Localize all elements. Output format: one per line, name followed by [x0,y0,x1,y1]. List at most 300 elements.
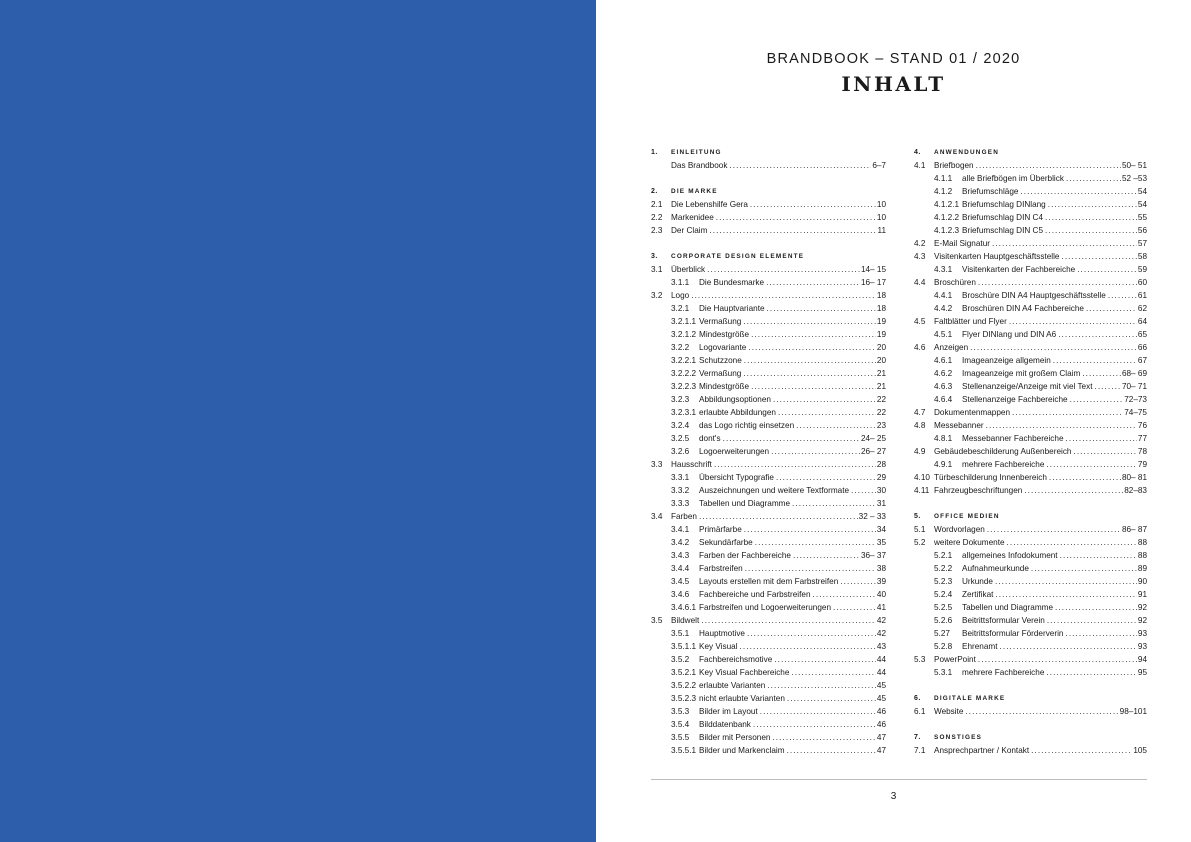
toc-entry-page: 18 [876,304,886,313]
toc-entry[interactable] [914,653,1147,666]
toc-entry[interactable] [914,419,1147,432]
toc-entry-title: Bilddatenbank [699,720,751,729]
toc-entry-title: Messebanner Fachbereiche [962,434,1064,443]
toc-dot-leader [716,211,876,224]
toc-entry[interactable] [914,276,1147,289]
toc-entry-title: Mindestgröße [699,330,750,339]
toc-entry-page: 19 [876,330,886,339]
toc-dot-leader [978,276,1137,289]
toc-entry-title: Der Claim [671,226,708,235]
toc-entry-title: Bildwelt [671,616,700,625]
toc-dot-leader [1009,315,1137,328]
toc-entry-page: 16– 17 [860,278,886,287]
toc-entry-number: 3.1.1 [671,278,690,287]
toc-dot-leader [743,367,876,380]
toc-entry-title: mehrere Fachbereiche [962,668,1045,677]
toc-dot-leader [1070,393,1124,406]
toc-entry-number: 4.1.2.3 [934,226,960,235]
toc-entry-title: Fachbereiche und Farbstreifen [699,590,811,599]
toc-section-title: DIGITALE MARKE [934,695,1006,702]
toc-entry[interactable] [914,393,1147,406]
toc-entry[interactable] [651,198,886,211]
page-number: 3 [890,791,897,802]
toc-entry-number: 5.2 [914,538,926,547]
toc-entry-title: mehrere Fachbereiche [962,460,1045,469]
toc-dot-leader [1046,458,1137,471]
toc-dot-leader [766,276,860,289]
toc-entry-title: Das Brandbook [671,161,728,170]
toc-entry-title: Briefumschlag DIN C5 [962,226,1043,235]
toc-entry[interactable] [914,549,1147,562]
toc-entry-page: 24– 25 [860,434,886,443]
toc-entry[interactable] [651,445,886,458]
toc-dot-leader [1049,471,1121,484]
toc-entry[interactable] [651,679,886,692]
toc-entry-number: 3.4.5 [671,577,690,586]
toc-dot-leader [744,523,876,536]
toc-entry-page: 42 [876,629,886,638]
toc-column-right [914,146,1147,757]
toc-entry-page: 40 [876,590,886,599]
toc-entry-page: 65 [1137,330,1147,339]
toc-entry-page: 86– 87 [1121,525,1147,534]
toc-entry-page: 45 [876,694,886,703]
toc-entry[interactable] [914,354,1147,367]
toc-dot-leader [699,510,858,523]
toc-entry-number: 3.5.1 [671,629,690,638]
toc-entry[interactable] [651,692,886,705]
toc-dot-leader [796,419,876,432]
toc-entry[interactable] [651,211,886,224]
toc-dot-leader [691,289,876,302]
toc-dot-leader [1082,367,1121,380]
toc-entry-number: 3.2.2 [671,343,690,352]
toc-entry-title: Flyer DINlang und DIN A6 [962,330,1057,339]
toc-entry[interactable] [914,159,1147,172]
toc-entry-title: Bilder mit Personen [699,733,771,742]
toc-entry-page: 47 [876,733,886,742]
toc-entry[interactable] [914,458,1147,471]
toc-entry-number: 5.27 [934,629,950,638]
toc-entry[interactable] [914,523,1147,536]
toc-dot-leader [1012,406,1123,419]
toc-dot-leader [978,653,1137,666]
toc-entry-number: 3.5.2.3 [671,694,697,703]
toc-entry-number: 5.3.1 [934,668,953,677]
toc-entry-number: 4.9.1 [934,460,953,469]
toc-dot-leader [767,679,876,692]
toc-entry[interactable] [651,393,886,406]
toc-dot-leader [987,523,1121,536]
toc-section-number: 3. [651,253,658,260]
toc-entry-title: Gebäudebeschilderung Außenbereich [934,447,1072,456]
toc-entry-number: 3.5.2.1 [671,668,697,677]
toc-entry[interactable] [914,237,1147,250]
toc-entry-page: 38 [876,564,886,573]
toc-entry-title: Hauptmotive [699,629,745,638]
toc-entry-title: Messebanner [934,421,984,430]
toc-entry-number: 4.6.2 [934,369,953,378]
toc-section-title: CORPORATE DESIGN ELEMENTE [671,253,805,260]
toc-entry-number: 3.2 [651,291,663,300]
toc-entry[interactable] [914,380,1147,393]
toc-entry[interactable] [914,627,1147,640]
toc-dot-leader [753,718,876,731]
toc-entry[interactable] [914,432,1147,445]
toc-entry-title: Farben der Fachbereiche [699,551,791,560]
toc-entry-title: Briefumschlag DINlang [962,200,1046,209]
toc-dot-leader [772,731,875,744]
toc-entry-page: 64 [1137,317,1147,326]
toc-entry-page: 61 [1137,291,1147,300]
toc-gap [914,497,1147,510]
toc-entry-number: 4.4 [914,278,926,287]
toc-entry-number: 5.2.2 [934,564,953,573]
toc-entry-page: 46 [876,720,886,729]
toc-entry[interactable] [914,705,1147,718]
toc-entry[interactable] [651,315,886,328]
toc-entry-number: 7.1 [914,746,926,755]
toc-entry-page: 42 [876,616,886,625]
toc-dot-leader [1065,627,1136,640]
toc-entry[interactable] [914,601,1147,614]
toc-entry-title: Faltblätter und Flyer [934,317,1007,326]
toc-entry-title: Stellenanzeige Fachbereiche [962,395,1068,404]
toc-entry[interactable] [651,601,886,614]
toc-entry-number: 3.1 [651,265,663,274]
toc-entry[interactable] [651,718,886,731]
toc-entry-title: Die Hauptvariante [699,304,765,313]
toc-entry-title: Briefbogen [934,161,974,170]
toc-entry-page: 78 [1137,447,1147,456]
toc-entry[interactable] [651,276,886,289]
toc-entry-title: alle Briefbögen im Überblick [962,174,1064,183]
toc-entry-number: 4.7 [914,408,926,417]
toc-entry-page: 39 [876,577,886,586]
toc-entry[interactable] [651,419,886,432]
toc-entry[interactable] [651,224,886,237]
toc-entry-title: Bilder und Markenclaim [699,746,785,755]
toc-entry[interactable] [651,614,886,627]
toc-entry-number: 4.8.1 [934,434,953,443]
toc-entry[interactable] [651,588,886,601]
toc-dot-leader [792,497,876,510]
toc-dot-leader [709,224,876,237]
toc-entry[interactable] [651,406,886,419]
toc-entry[interactable] [914,614,1147,627]
toc-dot-leader [1060,549,1137,562]
toc-entry-title: Website [934,707,964,716]
toc-entry-number: 2.1 [651,200,663,209]
toc-entry-number: 3.4.3 [671,551,690,560]
toc-entry-title: das Logo richtig einsetzen [699,421,795,430]
toc-entry[interactable] [651,367,886,380]
toc-dot-leader [771,445,860,458]
toc-dot-leader [701,614,876,627]
toc-entry[interactable] [914,302,1147,315]
toc-entry-title: Imageanzeige allgemein [962,356,1051,365]
toc-dot-leader [992,237,1137,250]
toc-gap [651,172,886,185]
toc-dot-leader [707,263,860,276]
toc-entry-title: Vermaßung [699,317,742,326]
toc-entry[interactable] [914,224,1147,237]
toc-entry-page: 29 [876,473,886,482]
toc-entry-number: 3.2.3 [671,395,690,404]
toc-entry-number: 3.5.2 [671,655,690,664]
toc-entry-number: 3.5.5 [671,733,690,742]
toc-entry-number: 5.2.8 [934,642,953,651]
toc-entry-number: 3.3.2 [671,486,690,495]
toc-entry-number: 2.3 [651,226,663,235]
toc-entry[interactable] [914,341,1147,354]
toc-entry-number: 5.2.4 [934,590,953,599]
toc-entry-page: 91 [1137,590,1147,599]
toc-entry-title: erlaubte Abbildungen [699,408,776,417]
toc-entry[interactable] [651,497,886,510]
toc-dot-leader [970,341,1137,354]
toc-section-number: 5. [914,513,921,520]
toc-entry-title: Zertifikat [962,590,994,599]
page-title: INHALT [841,72,946,96]
toc-dot-leader [1031,744,1132,757]
toc-dot-leader [729,159,871,172]
toc-entry-page: 47 [876,746,886,755]
toc-entry-title: Broschüren [934,278,976,287]
toc-dot-leader [767,302,876,315]
toc-entry-number: 3.2.3.1 [671,408,697,417]
toc-entry[interactable] [651,731,886,744]
toc-entry[interactable] [651,484,886,497]
toc-entry[interactable] [914,263,1147,276]
toc-page [596,0,1191,842]
toc-entry[interactable] [651,458,886,471]
toc-entry-page: 31 [876,499,886,508]
toc-entry-number: 3.2.1.1 [671,317,697,326]
toc-entry-number: 5.3 [914,655,926,664]
toc-entry[interactable] [914,445,1147,458]
toc-entry-page: 105 [1133,746,1147,755]
toc-entry-number: 3.4.1 [671,525,690,534]
toc-dot-leader [747,627,876,640]
toc-dot-leader [751,328,876,341]
toc-section-heading [651,146,886,159]
toc-dot-leader [1024,484,1123,497]
toc-entry[interactable] [914,250,1147,263]
toc-entry[interactable] [914,185,1147,198]
toc-entry[interactable] [914,471,1147,484]
toc-entry-title: Tabellen und Diagramme [962,603,1054,612]
toc-entry-title: Beitrittsformular Förderverin [962,629,1064,638]
brandbook-subtitle: BRANDBOOK – STAND 01 / 2020 [766,51,1021,67]
toc-dot-leader [1048,198,1137,211]
toc-entry[interactable] [914,172,1147,185]
toc-dot-leader [1020,185,1136,198]
toc-gap [914,718,1147,731]
toc-entry-title: Ansprechpartner / Kontakt [934,746,1030,755]
toc-dot-leader [793,549,860,562]
toc-entry[interactable] [914,315,1147,328]
toc-entry[interactable] [651,341,886,354]
toc-entry[interactable] [914,198,1147,211]
toc-entry[interactable] [651,510,886,523]
toc-dot-leader [840,575,876,588]
toc-entry-page: 20 [876,356,886,365]
toc-entry-page: 18 [876,291,886,300]
toc-dot-leader [1086,302,1137,315]
toc-entry-page: 44 [876,668,886,677]
toc-entry[interactable] [914,211,1147,224]
toc-entry[interactable] [914,406,1147,419]
toc-entry-page: 79 [1137,460,1147,469]
toc-entry-title: nicht erlaubte Varianten [699,694,785,703]
toc-entry[interactable] [651,627,886,640]
toc-entry-number: 4.2 [914,239,926,248]
toc-entry[interactable] [651,302,886,315]
toc-entry[interactable] [914,575,1147,588]
toc-entry[interactable] [651,705,886,718]
toc-entry-number: 3.5.4 [671,720,690,729]
toc-entry-page: 62 [1137,304,1147,313]
toc-section-title: DIE MARKE [671,188,718,195]
toc-entry[interactable] [651,666,886,679]
toc-entry-page: 98–101 [1119,707,1147,716]
toc-entry[interactable] [914,562,1147,575]
toc-entry[interactable] [651,289,886,302]
toc-entry[interactable] [914,367,1147,380]
toc-entry-number: 4.6.3 [934,382,953,391]
toc-entry[interactable] [914,640,1147,653]
toc-entry[interactable] [914,536,1147,549]
toc-entry[interactable] [651,744,886,757]
toc-section-title: OFFICE MEDIEN [934,513,1000,520]
toc-entry-title: weitere Dokumente [934,538,1005,547]
toc-entry-page: 55 [1137,213,1147,222]
toc-entry-page: 67 [1137,356,1147,365]
toc-entry[interactable] [651,159,886,172]
toc-section-heading [914,692,1147,705]
toc-entry-number: 4.4.2 [934,304,953,313]
toc-entry-page: 46 [876,707,886,716]
toc-section-heading [914,146,1147,159]
toc-entry-number: 3.5.3 [671,707,690,716]
toc-entry-number: 4.1 [914,161,926,170]
toc-entry[interactable] [914,289,1147,302]
toc-entry[interactable] [914,744,1147,757]
toc-entry[interactable] [651,380,886,393]
toc-entry[interactable] [914,666,1147,679]
toc-entry[interactable] [651,562,886,575]
toc-dot-leader [778,406,876,419]
toc-entry[interactable] [914,484,1147,497]
toc-entry-title: Die Lebenshilfe Gera [671,200,748,209]
toc-dot-leader [965,705,1118,718]
toc-entry-page: 10 [876,213,886,222]
toc-entry[interactable] [651,536,886,549]
toc-entry-title: Beitrittsformular Verein [962,616,1045,625]
toc-entry-page: 21 [876,369,886,378]
toc-entry-number: 3.4.2 [671,538,690,547]
toc-entry[interactable] [651,263,886,276]
toc-entry-number: 3.4.6.1 [671,603,697,612]
toc-entry-number: 4.6.4 [934,395,953,404]
toc-section-number: 4. [914,149,921,156]
toc-dot-leader [851,484,876,497]
toc-entry-title: Layouts erstellen mit dem Farbstreifen [699,577,839,586]
toc-entry-number: 6.1 [914,707,926,716]
toc-entry-title: Logoerweiterungen [699,447,770,456]
toc-entry[interactable] [914,588,1147,601]
toc-entry[interactable] [651,640,886,653]
toc-entry-number: 4.10 [914,473,930,482]
toc-entry-number: 5.2.1 [934,551,953,560]
toc-entry-number: 3.3.3 [671,499,690,508]
toc-entry-page: 44 [876,655,886,664]
toc-entry-page: 94 [1137,655,1147,664]
toc-entry-number: 5.2.6 [934,616,953,625]
toc-entry-title: E-Mail Signatur [934,239,990,248]
toc-entry[interactable] [651,354,886,367]
toc-entry-title: Übersicht Typografie [699,473,774,482]
toc-entry[interactable] [651,549,886,562]
toc-dot-leader [1066,172,1121,185]
toc-section-number: 2. [651,188,658,195]
toc-gap [914,679,1147,692]
toc-dot-leader [745,562,876,575]
toc-entry-page: 77 [1137,434,1147,443]
toc-dot-leader [1007,536,1137,549]
toc-dot-leader [748,341,876,354]
toc-entry-title: Briefumschlag DIN C4 [962,213,1043,222]
toc-entry-number: 3.2.2.2 [671,369,697,378]
toc-entry-number: 4.1.2 [934,187,953,196]
toc-entry-title: Bilder im Layout [699,707,758,716]
toc-entry[interactable] [651,575,886,588]
toc-entry-number: 3.4 [651,512,663,521]
toc-entry[interactable] [651,328,886,341]
toc-dot-leader [1077,263,1137,276]
toc-entry-page: 92 [1137,616,1147,625]
toc-entry-title: Farben [671,512,697,521]
toc-entry-title: Auszeichnungen und weitere Textformate [699,486,850,495]
toc-entry-number: 4.9 [914,447,926,456]
toc-entry-page: 21 [876,382,886,391]
toc-dot-leader [1046,666,1137,679]
toc-entry-number: 4.1.2.1 [934,200,960,209]
toc-entry-title: Dokumentenmappen [934,408,1011,417]
toc-entry-title: Markenidee [671,213,714,222]
toc-entry-number: 3.2.2.3 [671,382,697,391]
toc-entry-title: Briefumschläge [962,187,1019,196]
toc-entry-title: Logovariante [699,343,747,352]
toc-entry-number: 4.11 [914,486,930,495]
toc-entry[interactable] [914,328,1147,341]
toc-entry[interactable] [651,653,886,666]
toc-entry-number: 4.4.1 [934,291,953,300]
toc-entry-page: 11 [877,226,886,235]
toc-entry-page: 30 [876,486,886,495]
toc-entry-page: 95 [1137,668,1147,677]
toc-entry[interactable] [651,471,886,484]
toc-entry-number: 3.5.1.1 [671,642,697,651]
toc-entry-title: Farbstreifen [699,564,743,573]
toc-entry-title: PowerPoint [934,655,976,664]
toc-entry[interactable] [651,523,886,536]
toc-entry[interactable] [651,432,886,445]
toc-dot-leader [776,471,876,484]
toc-dot-leader [1066,432,1137,445]
toc-entry-number: 3.3.1 [671,473,690,482]
